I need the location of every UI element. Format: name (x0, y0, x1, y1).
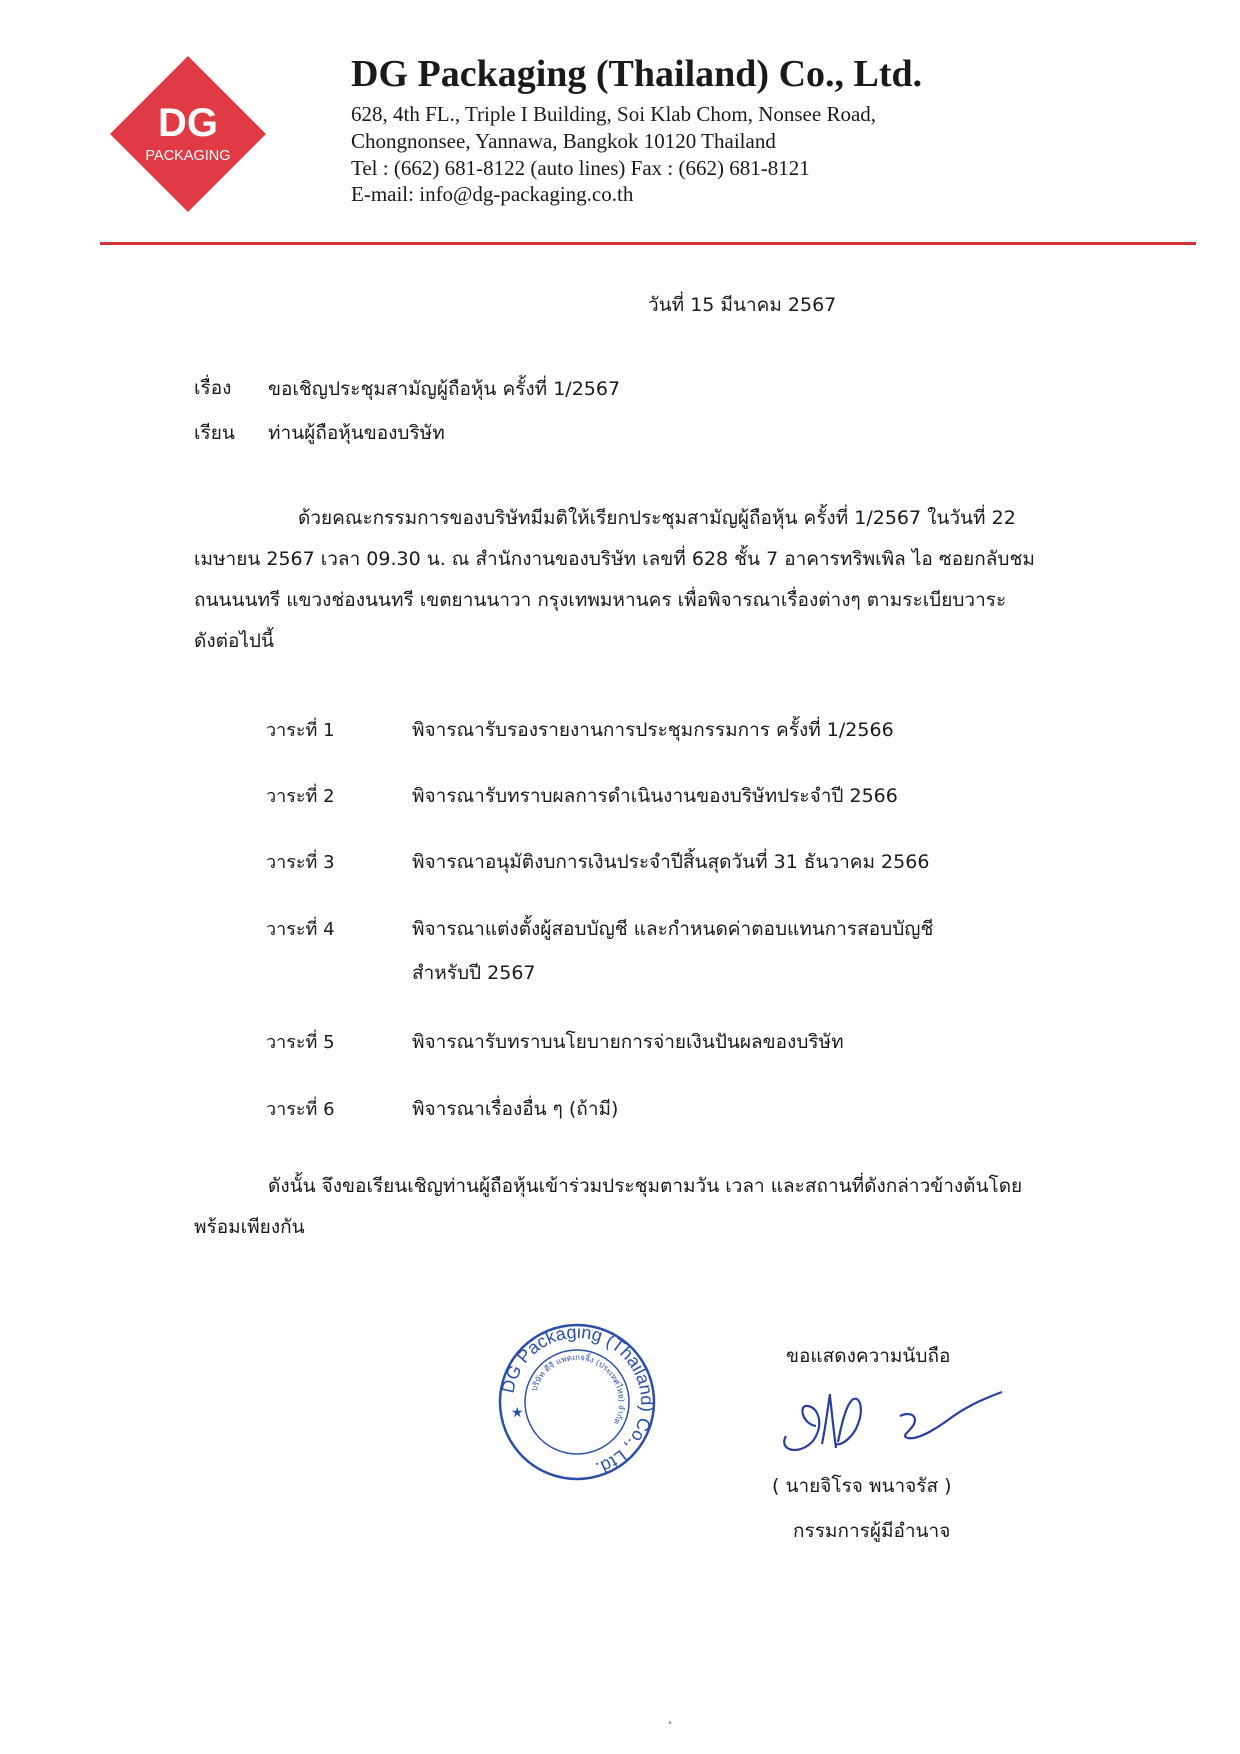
header-divider (100, 242, 1196, 245)
footer-mark: • (667, 1718, 673, 1729)
logo-text-dg: DG (158, 101, 218, 145)
agenda-number: วาระที่ 1 (266, 720, 335, 741)
intro-line: เมษายน 2567 เวลา 09.30 น. ณ สำนักงานของบริษัท เลขที่ 628 ชั้น 7 อาคารทริพเพิล ไอ ซอยกลับชม (194, 548, 1035, 570)
agenda-item: พิจารณาอนุมัติงบการเงินประจำปีสิ้นสุดวันที่ 31 ธันวาคม 2566 (412, 851, 930, 873)
address-line-2: Chongnonsee, Yannawa, Bangkok 10120 Thailand (351, 129, 776, 153)
agenda-number: วาระที่ 5 (266, 1032, 335, 1053)
address-line-1: 628, 4th FL., Triple I Building, Soi Klab Chom, Nonsee Road, (351, 102, 877, 126)
agenda-item: พิจารณาแต่งตั้งผู้สอบบัญชี และกำหนดค่าตอบแทนการสอบบัญชี (412, 918, 934, 940)
intro-line: ดังต่อไปนี้ (194, 630, 274, 652)
agenda-number: วาระที่ 4 (266, 919, 335, 940)
logo-text-packaging: PACKAGING (145, 148, 231, 164)
recipient-label: เรียน (194, 422, 235, 444)
agenda-item-continuation: สำหรับปี 2567 (412, 962, 536, 984)
agenda-number: วาระที่ 6 (266, 1099, 335, 1120)
closing-line: ดังนั้น จึงขอเรียนเชิญท่านผู้ถือหุ้นเข้าร่วมประชุมตามวัน เวลา และสถานที่ดังกล่าวข้างต้นโดย (268, 1175, 1023, 1197)
signer-title: กรรมการผู้มีอำนาจ (793, 1520, 951, 1542)
seal-star-icon: ★ (511, 1405, 524, 1421)
agenda-item: พิจารณาเรื่องอื่น ๆ (ถ้ามี) (412, 1098, 619, 1120)
email-line: E-mail: info@dg-packaging.co.th (351, 182, 634, 206)
tel-fax-line: Tel : (662) 681-8122 (auto lines) Fax : (662) 681-8121 (351, 156, 810, 180)
agenda-item: พิจารณารับรองรายงานการประชุมกรรมการ ครั้งที่ 1/2566 (412, 719, 894, 741)
subject-label: เรื่อง (194, 377, 232, 399)
letter-date: วันที่ 15 มีนาคม 2567 (648, 294, 837, 316)
company-logo (108, 54, 268, 214)
agenda-item: พิจารณารับทราบผลการดำเนินงานของบริษัทประจำปี 2566 (412, 785, 898, 807)
seal-inner-text: บริษัท ดีจี แพคเกจจิ้ง (ประเทศไทย) จำกัด (529, 1352, 627, 1426)
intro-line: ด้วยคณะกรรมการของบริษัทมีมติให้เรียกประชุมสามัญผู้ถือหุ้น ครั้งที่ 1/2567 ในวันที่ 22 (298, 507, 1016, 529)
closing-line: พร้อมเพียงกัน (194, 1216, 305, 1238)
intro-line: ถนนนนทรี แขวงช่องนนทรี เขตยานนาวา กรุงเทพมหานคร เพื่อพิจารณาเรื่องต่างๆ ตามระเบียบวาระ (194, 589, 1007, 611)
agenda-number: วาระที่ 3 (266, 852, 335, 873)
agenda-number: วาระที่ 2 (266, 786, 335, 807)
handwritten-signature (768, 1384, 1016, 1464)
seal-outer-text: DG Packaging (Thailand) Co., Ltd. (497, 1322, 657, 1479)
signer-name: ( นายจิโรจ พนาจรัส ) (772, 1475, 952, 1497)
company-name: DG Packaging (Thailand) Co., Ltd. (351, 53, 923, 95)
company-seal (497, 1322, 657, 1482)
closing-salutation: ขอแสดงความนับถือ (786, 1345, 951, 1367)
recipient-text: ท่านผู้ถือหุ้นของบริษัท (268, 422, 445, 444)
intro-paragraph (194, 498, 1035, 662)
subject-text: ขอเชิญประชุมสามัญผู้ถือหุ้น ครั้งที่ 1/2567 (268, 378, 621, 400)
closing-paragraph (194, 1166, 1022, 1248)
agenda-item: พิจารณารับทราบนโยบายการจ่ายเงินปันผลของบริษัท (412, 1031, 844, 1053)
